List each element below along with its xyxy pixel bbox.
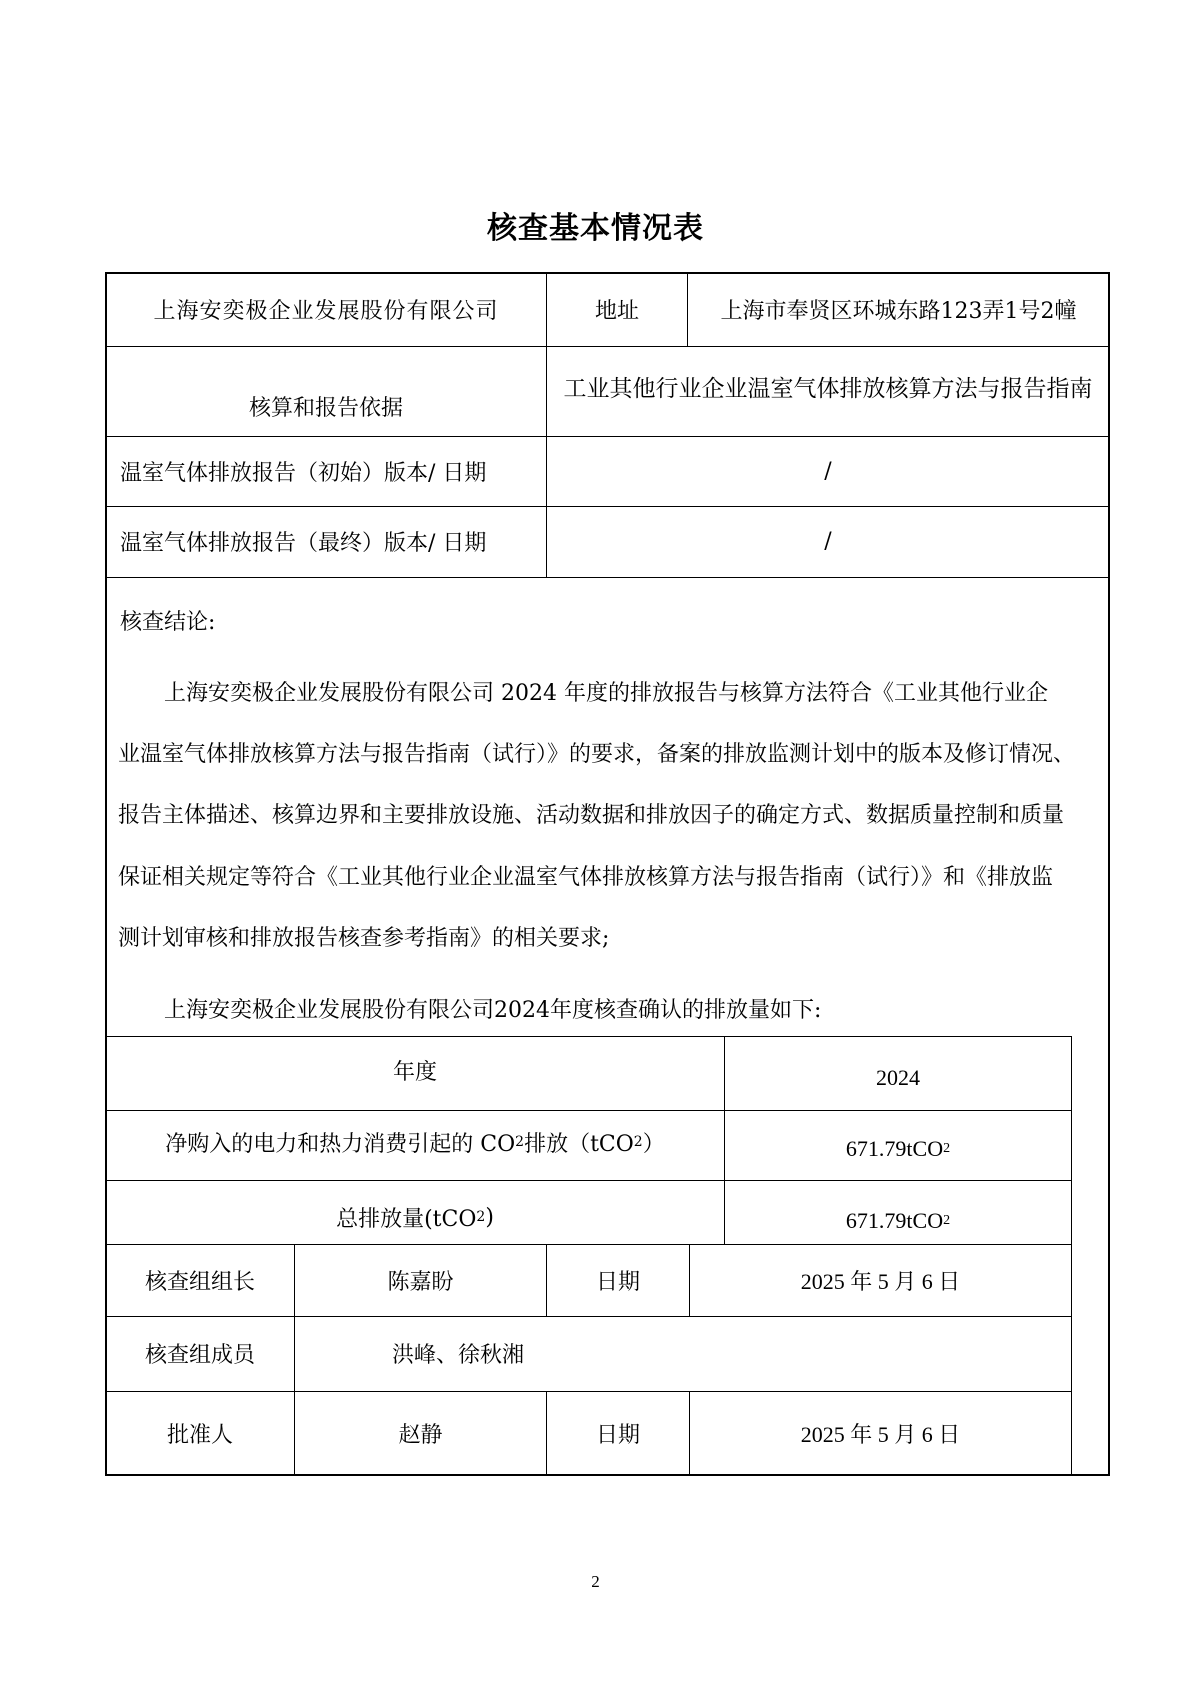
subscript: 2 (943, 1213, 951, 1228)
approver-name: 赵静 (398, 1423, 443, 1448)
leader-date: 2025 年 5 月 6 日 (800, 1268, 961, 1294)
subscript: 2 (943, 1141, 951, 1156)
label-text: 总排放量(tCO (336, 1206, 477, 1232)
approver-label: 批准人 (166, 1423, 233, 1448)
basis-value: 工业其他行业企业温室气体排放核算方法与报告指南 (563, 375, 1093, 402)
approver-date-label: 日期 (595, 1423, 640, 1448)
report-initial-label: 温室气体排放报告（初始）版本/ 日期 (120, 460, 487, 486)
subscript: 2 (633, 1134, 643, 1150)
total-emission-label (106, 1190, 724, 1244)
conclusion-line: 上海安奕极企业发展股份有限公司 2024 年度的排放报告与核算方法符合《工业其他行业企 (164, 681, 1048, 706)
row-divider (106, 346, 1109, 347)
leader-name: 陈嘉盼 (387, 1269, 454, 1295)
value-text: 671.79tCO (845, 1208, 944, 1233)
address-label: 地址 (594, 299, 639, 324)
emissions-table-border (1071, 1036, 1072, 1476)
label-text: 排放（tCO (524, 1131, 634, 1157)
conclusion-line: 保证相关规定等符合《工业其他行业企业温室气体排放核算方法与报告指南（试行）》和《排放监 (118, 865, 1054, 890)
report-initial-value: / (824, 458, 832, 484)
row-divider (106, 577, 1109, 578)
purchased-energy-emission-value (725, 1117, 1071, 1181)
subscript: 2 (476, 1209, 486, 1225)
subscript: 2 (515, 1134, 525, 1150)
label-text: 净购入的电力和热力消费引起的 CO (165, 1131, 516, 1157)
conclusion-line: 测计划审核和排放报告核查参考指南》的相关要求; (118, 926, 610, 951)
label-text: ) (485, 1204, 494, 1230)
members-label: 核查组成员 (144, 1343, 255, 1368)
page-number: 2 (591, 1572, 600, 1591)
leader-label: 核查组组长 (144, 1269, 255, 1295)
company-name: 上海安奕极企业发展股份有限公司 (153, 299, 499, 324)
basis-label: 核算和报告依据 (248, 395, 403, 421)
address-value: 上海市奉贤区环城东路123弄1号2幢 (720, 299, 1077, 324)
label-text: ） (642, 1131, 665, 1157)
page-title: 核查基本情况表 (487, 211, 704, 246)
year-label: 年度 (392, 1059, 437, 1085)
value-text: 671.79tCO (845, 1136, 944, 1161)
conclusion-summary: 上海安奕极企业发展股份有限公司2024年度核查确认的排放量如下: (164, 998, 822, 1023)
members-names: 洪峰、徐秋湘 (392, 1343, 525, 1368)
year-value: 2024 (876, 1065, 920, 1090)
report-final-label: 温室气体排放报告（最终）版本/ 日期 (120, 531, 487, 556)
report-final-value: / (824, 529, 832, 554)
leader-date-label: 日期 (595, 1269, 640, 1295)
conclusion-line: 业温室气体排放核算方法与报告指南（试行）》的要求，备案的排放监测计划中的版本及修订情况、 (118, 742, 1076, 767)
conclusion-line: 报告主体描述、核算边界和主要排放设施、活动数据和排放因子的确定方式、数据质量控制和质量 (118, 803, 1065, 828)
approver-date: 2025 年 5 月 6 日 (800, 1422, 961, 1447)
purchased-energy-emission-label (106, 1110, 724, 1174)
total-emission-value (725, 1194, 1071, 1248)
conclusion-heading: 核查结论: (120, 610, 216, 635)
